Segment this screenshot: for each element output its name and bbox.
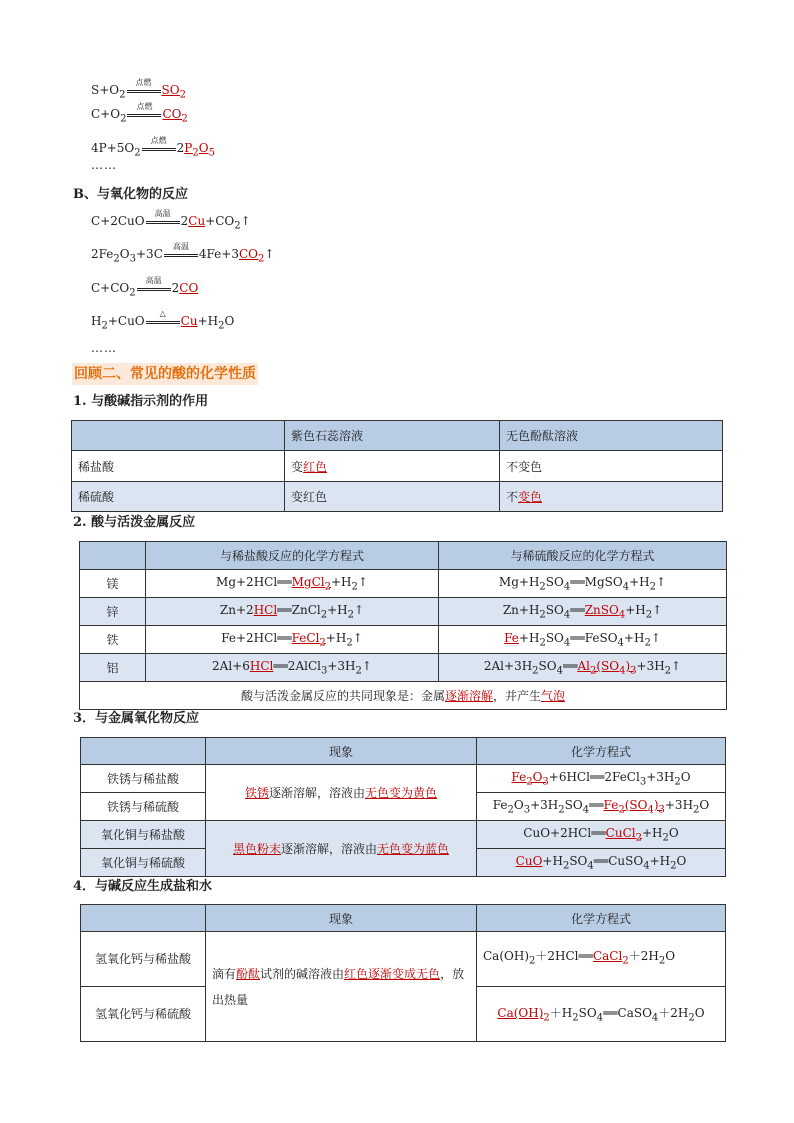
row-label: 氢氧化钙与稀盐酸 — [81, 932, 206, 987]
row-label: 锌 — [80, 598, 146, 626]
cell: $CuO+2HCl══CuCl_2+H_2O$ — [477, 821, 726, 849]
condition-mark: 点燃 — [127, 106, 161, 122]
row-label: 稀盐酸 — [72, 451, 285, 482]
phenomenon-base: 滴有酚酞试剂的碱溶液由红色逐渐变成无色，放出热量 — [206, 932, 477, 1042]
subheading-metals: 2. 酸与活泼金属反应 — [73, 515, 196, 530]
header-cell: 现象 — [206, 905, 477, 932]
equation-c-cuo: C+2CuO 高温 $2Cu+CO_2↑$ — [91, 209, 251, 232]
table-row — [72, 451, 723, 482]
row-label: 镁 — [80, 570, 146, 598]
metal-table — [79, 541, 727, 710]
cell: $Mg+H_2SO_4══MgSO_4+H_2↑$ — [439, 570, 727, 598]
subheading-oxides: 3．与金属氧化物反应 — [73, 711, 200, 726]
cell: 不变色 — [500, 482, 723, 512]
section-title: 回顾二、常见的酸的化学性质 — [72, 363, 258, 385]
table-row — [81, 932, 726, 987]
equation-fe2o3-c: $2Fe_2O_3+3C$ 高温 $4Fe+3CO_2↑$ — [91, 242, 275, 265]
cell: $2Al+6HCl══2AlCl_3+3H_2↑$ — [146, 654, 439, 682]
row-label: 氢氧化钙与稀硫酸 — [81, 987, 206, 1042]
table-row — [80, 570, 727, 598]
row-label: 铁锈与稀硫酸 — [81, 793, 206, 821]
header-cell: 化学方程式 — [477, 738, 726, 765]
cell: $Ca(OH)_2+H_2SO_4══CaSO_4+2H_2O$ — [477, 987, 726, 1042]
table-row — [72, 482, 723, 512]
cell: 变红色 — [285, 451, 500, 482]
cell: $Mg+2HCl══MgCl_2+H_2↑$ — [146, 570, 439, 598]
cell: $Zn+H_2SO_4══ZnSO_4+H_2↑$ — [439, 598, 727, 626]
header-cell — [81, 738, 206, 765]
subheading-indicators: 1. 与酸碱指示剂的作用 — [73, 394, 209, 409]
table-footer-row — [80, 682, 727, 710]
row-label: 氧化铜与稀盐酸 — [81, 821, 206, 849]
row-label: 稀硫酸 — [72, 482, 285, 512]
indicator-table — [71, 420, 723, 512]
header-cell: 化学方程式 — [477, 905, 726, 932]
header-cell: 现象 — [206, 738, 477, 765]
cell: $Fe_2O_3+3H_2SO_4══Fe_2(SO_4)_3+3H_2O$ — [477, 793, 726, 821]
cell: 不变色 — [500, 451, 723, 482]
condition-mark: 点燃 — [142, 140, 176, 156]
cell: $Ca(OH)_2+2HCl══CaCl_2+2H_2O$ — [477, 932, 726, 987]
header-cell: 与稀盐酸反应的化学方程式 — [146, 542, 439, 570]
table-row — [80, 626, 727, 654]
header-cell: 无色酚酞溶液 — [500, 421, 723, 451]
row-label: 铁 — [80, 626, 146, 654]
common-phenomenon: 酸与活泼金属反应的共同现象是：金属逐渐溶解，并产生气泡 — [80, 682, 727, 710]
header-cell: 与稀硫酸反应的化学方程式 — [439, 542, 727, 570]
cell: $Fe+2HCl══FeCl_2+H_2↑$ — [146, 626, 439, 654]
header-cell: 紫色石蕊溶液 — [285, 421, 500, 451]
part-b-title: B、与氧化物的反应 — [73, 187, 188, 202]
phenomenon-cuo: 黑色粉末逐渐溶解，溶液由无色变为蓝色 — [206, 821, 477, 877]
table-row — [80, 598, 727, 626]
table-row — [81, 765, 726, 793]
equation-c-co2: $C+CO_2$ 高温 2CO — [91, 276, 199, 299]
phenomenon-rust: 铁锈逐渐溶解，溶液由无色变为黄色 — [206, 765, 477, 821]
cell: 变红色 — [285, 482, 500, 512]
row-label: 氧化铜与稀硫酸 — [81, 849, 206, 877]
base-table — [80, 904, 726, 1042]
cell: $Fe_2O_3+6HCl══2FeCl_3+3H_2O$ — [477, 765, 726, 793]
row-label: 铁锈与稀盐酸 — [81, 765, 206, 793]
cell: $Zn+2HCl══ZnCl_2+H_2↑$ — [146, 598, 439, 626]
table-row — [81, 821, 726, 849]
header-cell — [81, 905, 206, 932]
ellipsis-b: …… — [91, 341, 117, 355]
cell: $2Al+3H_2SO_4══Al_2(SO_4)_3+3H_2↑$ — [439, 654, 727, 682]
equation-s-o2: $S+O_2$ 点燃 $SO_2$ — [91, 78, 186, 101]
equation-p-o2: $4P+5O_2$ 点燃 $2P_2O_5$ — [91, 136, 215, 159]
equation-h2-cuo: $H_2+CuO$ △ $Cu+H_2O$ — [91, 309, 235, 332]
table-row — [80, 654, 727, 682]
cell: $CuO+H_2SO_4══CuSO_4+H_2O$ — [477, 849, 726, 877]
header-cell — [72, 421, 285, 451]
header-cell — [80, 542, 146, 570]
ellipsis-a: …… — [91, 158, 117, 172]
condition-mark: 点燃 — [127, 82, 161, 98]
oxide-table — [80, 737, 726, 877]
subheading-bases: 4．与碱反应生成盐和水 — [73, 879, 213, 894]
row-label: 铝 — [80, 654, 146, 682]
equation-c-o2: $C+O_2$ 点燃 $CO_2$ — [91, 102, 188, 125]
cell: $Fe+H_2SO_4══FeSO_4+H_2↑$ — [439, 626, 727, 654]
